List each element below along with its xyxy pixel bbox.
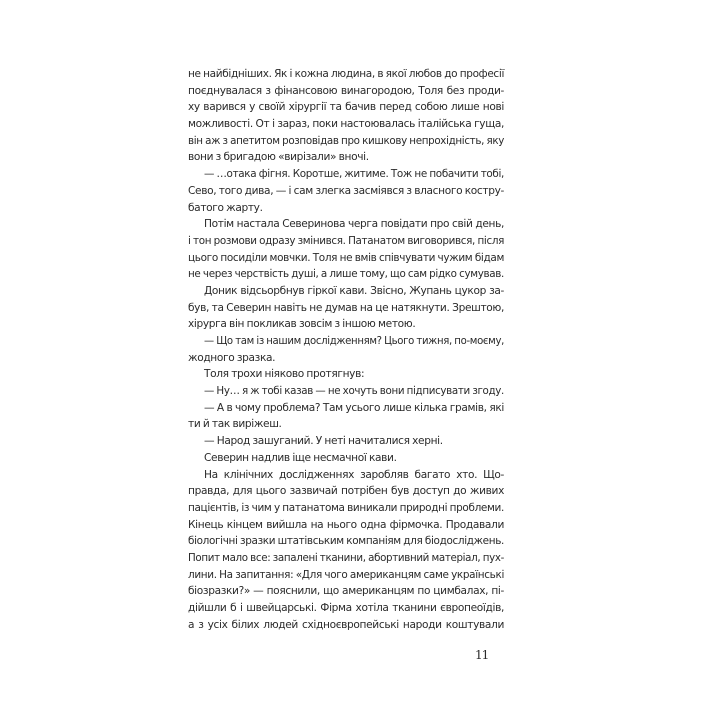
text-line: Сево, того дива, — і сам злегка засміявся з власного костру-: [188, 184, 504, 197]
page-number: 11: [475, 648, 489, 662]
text-line: не через черствість душі, а лише тому, що сам рідко сумував.: [188, 268, 505, 281]
text-line: ху варився у своїй хірургії та бачив перед собою лише нові: [188, 101, 504, 114]
text-line: лини. На запитання: «Для чого американцям саме українські: [188, 568, 505, 581]
body-text: [188, 66, 504, 633]
text-line: На клінічних дослідженнях заробляв багато хто. Що-: [204, 468, 504, 481]
text-line: він аж з апетитом розповідав про кишкову непрохідність, яку: [188, 134, 505, 147]
text-line: пацієнтів, із чим у патанатома виникали природні проблеми.: [188, 501, 504, 514]
text-line: Попит мало все: запалені тканини, абортивний матеріал, пух-: [188, 551, 505, 564]
text-line: цього посиділи мовчки. Толя не вмів співчувати чужим бідам: [188, 251, 505, 264]
text-line: біозразки?» — пояснили, що американцям по цимбалах, пі-: [188, 585, 504, 598]
text-line: жодного зразка.: [188, 351, 276, 364]
text-line: дійшли б і швейцарські. Фірма хотіла тканини європеоїдів,: [188, 602, 504, 614]
text-line: Кінець кінцем вийшла на нього одна фірмочка. Продавали: [188, 518, 504, 531]
text-line: хірурга він покликав зовсім з іншою метою.: [188, 318, 416, 331]
text-line: Доник відсьорбнув гіркої кави. Звісно, Жупань цукор за-: [204, 284, 504, 297]
text-line: — Що там із нашим дослідженням? Цього тижня, по-моєму,: [204, 335, 505, 347]
text-line: — Ну… я ж тобі казав — не хочуть вони підписувати згоду.: [204, 385, 505, 398]
text-line: вони з бригадою «вирізали» вночі.: [188, 151, 369, 164]
text-line: — А в чому проблема? Там усього лише кілька грамів, які: [204, 401, 504, 414]
text-line: біологічні зразки штатівським компаніям для біодосліджень.: [188, 535, 504, 548]
text-line: був, та Северин навіть не думав на це натякнути. Зрештою,: [188, 301, 504, 314]
text-line: — Народ зашуганий. У неті начиталися херні.: [204, 435, 443, 448]
text-line: і тон розмови одразу змінився. Патанатом виговорився, після: [188, 234, 504, 247]
text-line: можливості. От і зараз, поки настоювалась італійська гуща,: [188, 118, 504, 131]
text-line: Потім настала Северинова черга повідати про свій день,: [204, 218, 504, 231]
text-line: не найбідніших. Як і кожна людина, в якої любов до професії: [188, 68, 505, 80]
text-line: ти й так виріжеш.: [188, 418, 282, 431]
text-line: батого жарту.: [188, 201, 263, 214]
text-line: правда, для цього зазвичай потрібен був доступ до живих: [188, 485, 504, 498]
text-line: а з усіх білих людей східноєвропейські народи коштували: [188, 618, 504, 631]
text-line: — …отака фігня. Коротше, житиме. Тож не побачити тобі,: [204, 168, 504, 181]
text-line: поєднувалася з фінансовою винагородою, Толя без проди-: [188, 84, 504, 97]
text-line: Толя трохи ніяково протягнув:: [204, 368, 365, 381]
text-line: Северин надлив іще несмачної кави.: [204, 451, 397, 464]
